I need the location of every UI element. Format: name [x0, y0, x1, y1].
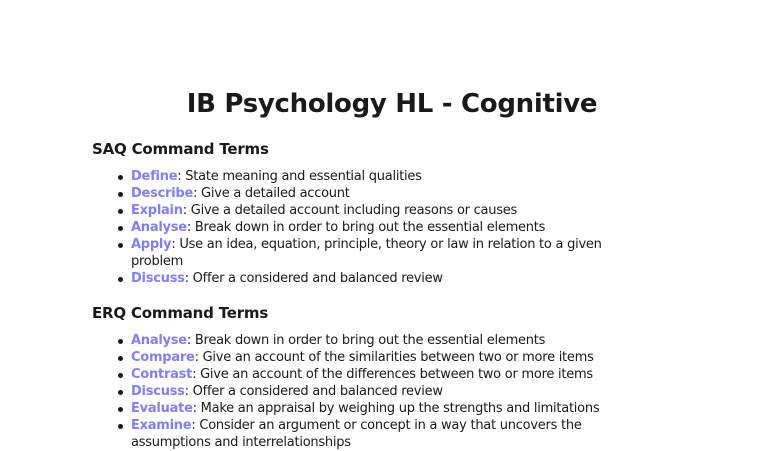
term-definition: : Give a detailed account including reasons or causes — [182, 203, 518, 218]
term-definition: : Offer a considered and balanced review — [184, 384, 443, 399]
bullet-icon — [118, 373, 123, 378]
bullet-icon — [118, 226, 123, 231]
term-definition: : Give an account of the similarities between two or more items — [194, 350, 594, 365]
page-title: IB Psychology HL - Cognitive — [186, 89, 598, 119]
bullet-icon — [118, 192, 123, 197]
list-item — [114, 417, 654, 451]
term-label: Analyse — [131, 333, 187, 348]
term-definition: : Give an account of the differences between two or more items — [192, 367, 593, 382]
term-definition: : Consider an argument or concept in a way that uncovers the assumptions and interrelationships — [131, 418, 582, 450]
term-definition: : Make an appraisal by weighing up the strengths and limitations — [192, 401, 600, 416]
bullet-icon — [118, 175, 123, 180]
bullet-icon — [118, 243, 123, 248]
term-definition: : State meaning and essential qualities — [177, 169, 422, 184]
term-label: Define — [131, 169, 178, 184]
list-item — [114, 383, 654, 400]
list-item — [114, 219, 654, 236]
term-label: Compare — [131, 350, 195, 365]
bullet-icon — [118, 390, 123, 395]
saq-heading: SAQ Command Terms — [92, 140, 269, 158]
bullet-icon — [118, 407, 123, 412]
term-definition: : Give a detailed account — [193, 186, 350, 201]
term-definition: : Use an idea, equation, principle, theory or law in relation to a given problem — [131, 237, 602, 269]
list-item — [114, 366, 654, 383]
term-label: Discuss — [131, 384, 185, 399]
bullet-icon — [118, 339, 123, 344]
list-item — [114, 270, 654, 287]
term-label: Examine — [131, 418, 192, 433]
term-label: Evaluate — [131, 401, 193, 416]
bullet-icon — [118, 356, 123, 361]
bullet-icon — [118, 209, 123, 214]
list-item — [114, 236, 654, 270]
list-item — [114, 202, 654, 219]
list-item — [114, 185, 654, 202]
term-definition: : Break down in order to bring out the essential elements — [186, 333, 546, 348]
list-item — [114, 168, 654, 185]
term-label: Discuss — [131, 271, 185, 286]
bullet-icon — [118, 424, 123, 429]
list-item — [114, 349, 654, 366]
erq-heading: ERQ Command Terms — [92, 304, 269, 322]
term-label: Analyse — [131, 220, 187, 235]
saq-term-list — [114, 168, 654, 287]
erq-term-list — [114, 332, 654, 451]
list-item — [114, 332, 654, 349]
term-definition: : Offer a considered and balanced review — [184, 271, 443, 286]
bullet-icon — [118, 277, 123, 282]
term-definition: : Break down in order to bring out the essential elements — [186, 220, 546, 235]
term-label: Describe — [131, 186, 194, 201]
term-label: Apply — [131, 237, 172, 252]
term-label: Explain — [131, 203, 183, 218]
term-label: Contrast — [131, 367, 193, 382]
list-item — [114, 400, 654, 417]
